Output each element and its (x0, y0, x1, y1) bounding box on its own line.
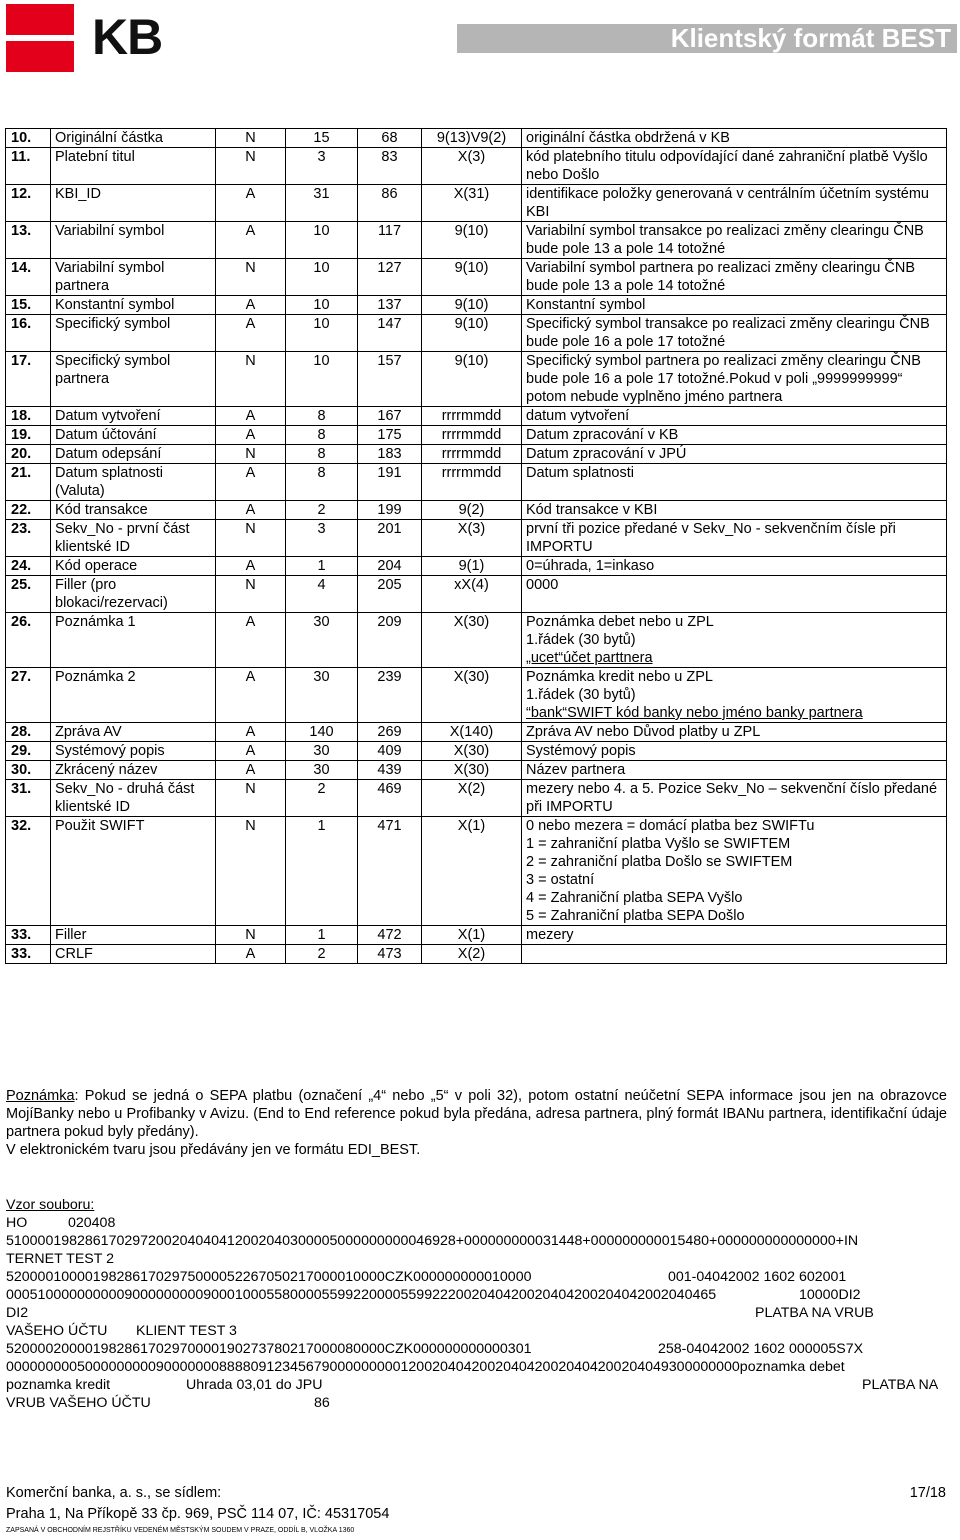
description-line: mezery (526, 927, 574, 943)
field-type: A (216, 464, 286, 501)
description-line: Datum zpracování v JPÚ (526, 446, 687, 462)
field-description (522, 723, 947, 742)
field-number: 23. (6, 520, 51, 557)
field-length: 30 (286, 742, 358, 761)
sample-line (6, 1358, 951, 1376)
field-name: Systémový popis (51, 742, 216, 761)
field-position: 137 (358, 296, 422, 315)
description-line: 3 = ostatní (526, 872, 595, 888)
field-position: 199 (358, 501, 422, 520)
sample-rows (6, 1214, 951, 1412)
sample-segment: 000510000000000900000000090001000558000055992200005599222002040420020404200204042002040465 (6, 1287, 717, 1303)
field-description (522, 407, 947, 426)
field-name: Poznámka 1 (51, 613, 216, 668)
field-position: 409 (358, 742, 422, 761)
field-position: 147 (358, 315, 422, 352)
field-type: A (216, 185, 286, 222)
table-row (6, 352, 947, 407)
field-name: Kód transakce (51, 501, 216, 520)
field-format: X(1) (422, 926, 522, 945)
field-name: Platební titul (51, 148, 216, 185)
table-row (6, 501, 947, 520)
table-row (6, 407, 947, 426)
table-row (6, 668, 947, 723)
field-type: N (216, 445, 286, 464)
field-name: Originální částka (51, 129, 216, 148)
table-row (6, 464, 947, 501)
note-text: : Pokud se jedná o SEPA platbu (označení „4“ nebo „5“ v poli 32), potom ostatní neúčetní SEPA informace jsou jen na obrazovce MojíBanky nebo u Profibanky v Avizu. (End to End reference pokud byla předána, adresa partnera, plný formát IBANu partnera, identifikační údaje partnera pokud byly předány). (6, 1088, 947, 1140)
field-format: X(3) (422, 148, 522, 185)
field-format: X(140) (422, 723, 522, 742)
sample-segment: DI2 (6, 1305, 29, 1321)
sample-line (6, 1214, 951, 1232)
field-number: 13. (6, 222, 51, 259)
sample-line (6, 1376, 951, 1394)
field-type: A (216, 761, 286, 780)
field-name: Sekv_No - první část klientské ID (51, 520, 216, 557)
field-name: Datum účtování (51, 426, 216, 445)
field-description (522, 761, 947, 780)
field-description (522, 352, 947, 407)
sample-segment: 001-04042002 1602 602001 (668, 1269, 847, 1285)
description-line: Kód transakce v KBI (526, 502, 658, 518)
sample-segment: VAŠEHO ÚČTU (6, 1323, 108, 1339)
field-description (522, 148, 947, 185)
field-type: A (216, 222, 286, 259)
table-row (6, 576, 947, 613)
field-format: X(2) (422, 780, 522, 817)
field-name: Kód operace (51, 557, 216, 576)
description-line: Poznámka kredit nebo u ZPL (526, 669, 713, 685)
table-row (6, 259, 947, 296)
field-description (522, 445, 947, 464)
field-length: 8 (286, 407, 358, 426)
table-row (6, 185, 947, 222)
field-format: 9(10) (422, 259, 522, 296)
sample-segment: 020408 (68, 1215, 116, 1231)
field-name: Variabilní symbol (51, 222, 216, 259)
field-number: 33. (6, 926, 51, 945)
field-description (522, 259, 947, 296)
description-line: 2 = zahraniční platba Došlo se SWIFTEM (526, 854, 793, 870)
table-row (6, 520, 947, 557)
field-type: A (216, 742, 286, 761)
field-format: rrrrmmdd (422, 407, 522, 426)
description-line: Název partnera (526, 762, 626, 778)
field-number: 24. (6, 557, 51, 576)
note-paragraph (6, 1087, 947, 1141)
sample-line (6, 1340, 951, 1358)
table-row (6, 296, 947, 315)
field-length: 1 (286, 926, 358, 945)
table-row (6, 761, 947, 780)
field-name: CRLF (51, 945, 216, 964)
table-row (6, 926, 947, 945)
field-number: 15. (6, 296, 51, 315)
field-description (522, 520, 947, 557)
description-line: Zpráva AV nebo Důvod platby u ZPL (526, 724, 761, 740)
field-type: A (216, 296, 286, 315)
field-format: 9(13)V9(2) (422, 129, 522, 148)
field-number: 21. (6, 464, 51, 501)
table-row (6, 557, 947, 576)
field-name: Konstantní symbol (51, 296, 216, 315)
field-name: Použit SWIFT (51, 817, 216, 926)
field-length: 30 (286, 668, 358, 723)
sample-segment: poznamka kredit (6, 1377, 111, 1393)
field-format: xX(4) (422, 576, 522, 613)
field-position: 191 (358, 464, 422, 501)
field-type: A (216, 501, 286, 520)
field-type: N (216, 259, 286, 296)
sample-segment: 258-04042002 1602 000005S7X (658, 1341, 864, 1357)
field-type: A (216, 557, 286, 576)
field-number: 32. (6, 817, 51, 926)
field-number: 26. (6, 613, 51, 668)
field-number: 33. (6, 945, 51, 964)
field-type: N (216, 817, 286, 926)
footer-address: Praha 1, Na Příkopě 33 čp. 969, PSČ 114 07, IČ: 45317054 (6, 1506, 390, 1522)
field-type: N (216, 520, 286, 557)
description-line: 0=úhrada, 1=inkaso (526, 558, 655, 574)
field-format: X(2) (422, 945, 522, 964)
field-type: N (216, 148, 286, 185)
note-label: Poznámka (6, 1088, 75, 1104)
field-format: 9(10) (422, 352, 522, 407)
description-line: první tři pozice předané v Sekv_No - sekvenčním čísle při IMPORTU (526, 521, 896, 555)
field-description (522, 426, 947, 445)
field-format: X(30) (422, 613, 522, 668)
field-length: 10 (286, 315, 358, 352)
field-description (522, 222, 947, 259)
field-name: KBI_ID (51, 185, 216, 222)
field-position: 127 (358, 259, 422, 296)
field-length: 140 (286, 723, 358, 742)
table-row (6, 445, 947, 464)
field-type: A (216, 315, 286, 352)
sample-segment: 86 (314, 1395, 330, 1411)
field-name: Specifický symbol partnera (51, 352, 216, 407)
field-length: 10 (286, 352, 358, 407)
field-format: rrrrmmdd (422, 464, 522, 501)
table-row (6, 129, 947, 148)
table-row (6, 148, 947, 185)
description-line: 0000 (526, 577, 559, 593)
field-format: X(30) (422, 742, 522, 761)
field-name: Sekv_No - druhá část klientské ID (51, 780, 216, 817)
field-number: 16. (6, 315, 51, 352)
sample-segment: 520000200001982861702970000190273780217000080000CZK000000000000301 (6, 1341, 532, 1357)
sample-line (6, 1304, 951, 1322)
field-number: 20. (6, 445, 51, 464)
field-number: 22. (6, 501, 51, 520)
field-name: Filler (51, 926, 216, 945)
sample-segment: KLIENT TEST 3 (136, 1323, 237, 1339)
sample-segment: 520000100001982861702975000052267050217000010000CZK000000000010000 (6, 1269, 532, 1285)
field-type: N (216, 926, 286, 945)
sample-segment: PLATBA NA VRUB (755, 1305, 874, 1321)
field-position: 175 (358, 426, 422, 445)
sample-segment: 000000000500000000090000000888809123456790000000001200204042002040420020404200204049300000000poznamka debet (6, 1359, 845, 1375)
description-line: 1.řádek (30 bytů) (526, 632, 636, 648)
field-type: A (216, 426, 286, 445)
field-description (522, 129, 947, 148)
field-name: Variabilní symbol partnera (51, 259, 216, 296)
field-length: 1 (286, 557, 358, 576)
field-format: 9(10) (422, 315, 522, 352)
field-position: 239 (358, 668, 422, 723)
field-type: N (216, 352, 286, 407)
field-position: 209 (358, 613, 422, 668)
field-name: Datum odepsání (51, 445, 216, 464)
sample-line (6, 1250, 951, 1268)
field-number: 14. (6, 259, 51, 296)
field-type: A (216, 945, 286, 964)
field-type: A (216, 668, 286, 723)
field-format: 9(1) (422, 557, 522, 576)
description-line: „ucet“účet parttnera (526, 650, 653, 666)
title-bar (457, 24, 957, 53)
field-number: 31. (6, 780, 51, 817)
sample-segment: PLATBA NA (862, 1377, 939, 1393)
field-position: 204 (358, 557, 422, 576)
field-format: 9(2) (422, 501, 522, 520)
field-format: X(30) (422, 668, 522, 723)
field-type: A (216, 407, 286, 426)
field-number: 10. (6, 129, 51, 148)
field-position: 439 (358, 761, 422, 780)
field-description (522, 557, 947, 576)
table-row (6, 426, 947, 445)
field-description (522, 926, 947, 945)
description-line: identifikace položky generovaná v centrálním účetním systému KBI (526, 186, 929, 220)
field-type: N (216, 576, 286, 613)
field-description (522, 464, 947, 501)
field-position: 205 (358, 576, 422, 613)
field-description (522, 296, 947, 315)
sample-label: Vzor souboru: (6, 1197, 95, 1213)
field-length: 3 (286, 520, 358, 557)
field-length: 2 (286, 945, 358, 964)
description-line: Variabilní symbol transakce po realizaci změny clearingu ČNB bude pole 13 a pole 14 totožné (526, 223, 924, 257)
description-line: 1.řádek (30 bytů) (526, 687, 636, 703)
description-line: “bank“SWIFT kód banky nebo jméno banky partnera (526, 705, 863, 721)
field-name: Poznámka 2 (51, 668, 216, 723)
field-length: 30 (286, 613, 358, 668)
field-position: 472 (358, 926, 422, 945)
field-description (522, 315, 947, 352)
footer-company: Komerční banka, a. s., se sídlem: (6, 1485, 222, 1501)
field-length: 10 (286, 222, 358, 259)
note-block (6, 1087, 947, 1159)
table-row (6, 742, 947, 761)
field-description (522, 501, 947, 520)
note-line2: V elektronickém tvaru jsou předávány jen ve formátu EDI_BEST. (6, 1142, 421, 1158)
field-format: X(30) (422, 761, 522, 780)
field-position: 83 (358, 148, 422, 185)
sample-line (6, 1322, 951, 1340)
field-name: Zpráva AV (51, 723, 216, 742)
description-line: 5 = Zahraniční platba SEPA Došlo (526, 908, 745, 924)
field-length: 8 (286, 445, 358, 464)
field-length: 3 (286, 148, 358, 185)
field-type: A (216, 613, 286, 668)
field-length: 2 (286, 780, 358, 817)
field-number: 27. (6, 668, 51, 723)
field-format: 9(10) (422, 222, 522, 259)
field-format: X(1) (422, 817, 522, 926)
field-number: 29. (6, 742, 51, 761)
description-line: datum vytvoření (526, 408, 630, 424)
field-position: 157 (358, 352, 422, 407)
field-position: 183 (358, 445, 422, 464)
sample-segment: 10000DI2 (799, 1287, 861, 1303)
description-line: Variabilní symbol partnera po realizaci změny clearingu ČNB bude pole 13 a pole 14 totožné (526, 260, 915, 294)
description-line: mezery nebo 4. a 5. Pozice Sekv_No – sekvenční číslo předané při IMPORTU (526, 781, 938, 815)
kb-logo-text: KB (92, 9, 163, 65)
field-type: A (216, 723, 286, 742)
field-name: Filler (pro blokaci/rezervaci) (51, 576, 216, 613)
field-position: 473 (358, 945, 422, 964)
sample-segment: VRUB VAŠEHO ÚČTU (6, 1395, 151, 1411)
description-line: Systémový popis (526, 743, 636, 759)
field-number: 25. (6, 576, 51, 613)
sample-line (6, 1394, 951, 1412)
field-position: 471 (358, 817, 422, 926)
field-length: 4 (286, 576, 358, 613)
field-length: 2 (286, 501, 358, 520)
sample-segment: HO (6, 1215, 28, 1231)
field-position: 86 (358, 185, 422, 222)
field-type: N (216, 129, 286, 148)
field-length: 10 (286, 259, 358, 296)
field-description (522, 185, 947, 222)
field-type: N (216, 780, 286, 817)
field-format: X(3) (422, 520, 522, 557)
field-length: 30 (286, 761, 358, 780)
field-spec-body (6, 129, 947, 964)
field-format: rrrrmmdd (422, 445, 522, 464)
description-line: originální částka obdržená v KB (526, 130, 730, 146)
description-line: Konstantní symbol (526, 297, 646, 313)
description-line: 1 = zahraniční platba Vyšlo se SWIFTEM (526, 836, 791, 852)
field-position: 167 (358, 407, 422, 426)
field-description (522, 576, 947, 613)
table-row (6, 780, 947, 817)
sample-segment: Uhrada 03,01 do JPU (186, 1377, 323, 1393)
table-row (6, 315, 947, 352)
field-number: 17. (6, 352, 51, 407)
kb-logo-mark (6, 4, 74, 72)
field-length: 15 (286, 129, 358, 148)
field-description (522, 817, 947, 926)
field-description (522, 613, 947, 668)
sample-line (6, 1232, 951, 1250)
field-number: 19. (6, 426, 51, 445)
field-name: Zkrácený název (51, 761, 216, 780)
field-spec-table (5, 128, 947, 964)
field-description (522, 945, 947, 964)
field-number: 28. (6, 723, 51, 742)
field-number: 30. (6, 761, 51, 780)
table-row (6, 222, 947, 259)
field-length: 10 (286, 296, 358, 315)
page-number: 17/18 (909, 1485, 946, 1501)
field-format: rrrrmmdd (422, 426, 522, 445)
field-position: 117 (358, 222, 422, 259)
sample-segment: TERNET TEST 2 (6, 1251, 115, 1267)
description-line: kód platebního titulu odpovídající dané zahraniční platbě Vyšlo nebo Došlo (526, 149, 928, 183)
field-description (522, 780, 947, 817)
sample-segment: 510000198286170297200204040412002040300005000000000046928+000000000031448+000000000015480+000000000000000+IN (6, 1233, 859, 1249)
field-name: Specifický symbol (51, 315, 216, 352)
table-row (6, 613, 947, 668)
table-row (6, 723, 947, 742)
description-line: Poznámka debet nebo u ZPL (526, 614, 714, 630)
field-length: 31 (286, 185, 358, 222)
description-line: 4 = Zahraniční platba SEPA Vyšlo (526, 890, 743, 906)
field-format: 9(10) (422, 296, 522, 315)
field-name: Datum vytvoření (51, 407, 216, 426)
field-length: 1 (286, 817, 358, 926)
sample-file (6, 1196, 951, 1412)
field-description (522, 742, 947, 761)
field-number: 11. (6, 148, 51, 185)
field-description (522, 668, 947, 723)
field-position: 469 (358, 780, 422, 817)
description-line: Specifický symbol transakce po realizaci změny clearingu ČNB bude pole 16 a pole 17 totožné (526, 316, 930, 350)
field-number: 18. (6, 407, 51, 426)
description-line: Specifický symbol partnera po realizaci změny clearingu ČNB bude pole 16 a pole 17 totožné.Pokud v poli „9999999999“ potom nebude vyplněno jméno partnera (526, 353, 921, 405)
footer-register: ZAPSANÁ V OBCHODNÍM REJSTŘÍKU VEDENÉM MĚSTSKÝM SOUDEM V PRAZE, ODDÍL B, VLOŽKA 1360 (6, 1527, 355, 1534)
field-position: 68 (358, 129, 422, 148)
field-position: 269 (358, 723, 422, 742)
table-row (6, 945, 947, 964)
sample-line (6, 1268, 951, 1286)
field-length: 8 (286, 464, 358, 501)
description-line: Datum splatnosti (526, 465, 634, 481)
field-position: 201 (358, 520, 422, 557)
field-name: Datum splatnosti (Valuta) (51, 464, 216, 501)
sample-line (6, 1286, 951, 1304)
document-title: Klientský formát BEST (670, 23, 951, 53)
field-format: X(31) (422, 185, 522, 222)
description-line: 0 nebo mezera = domácí platba bez SWIFTu (526, 818, 815, 834)
field-length: 8 (286, 426, 358, 445)
description-line: Datum zpracování v KB (526, 427, 679, 443)
table-row (6, 817, 947, 926)
field-number: 12. (6, 185, 51, 222)
